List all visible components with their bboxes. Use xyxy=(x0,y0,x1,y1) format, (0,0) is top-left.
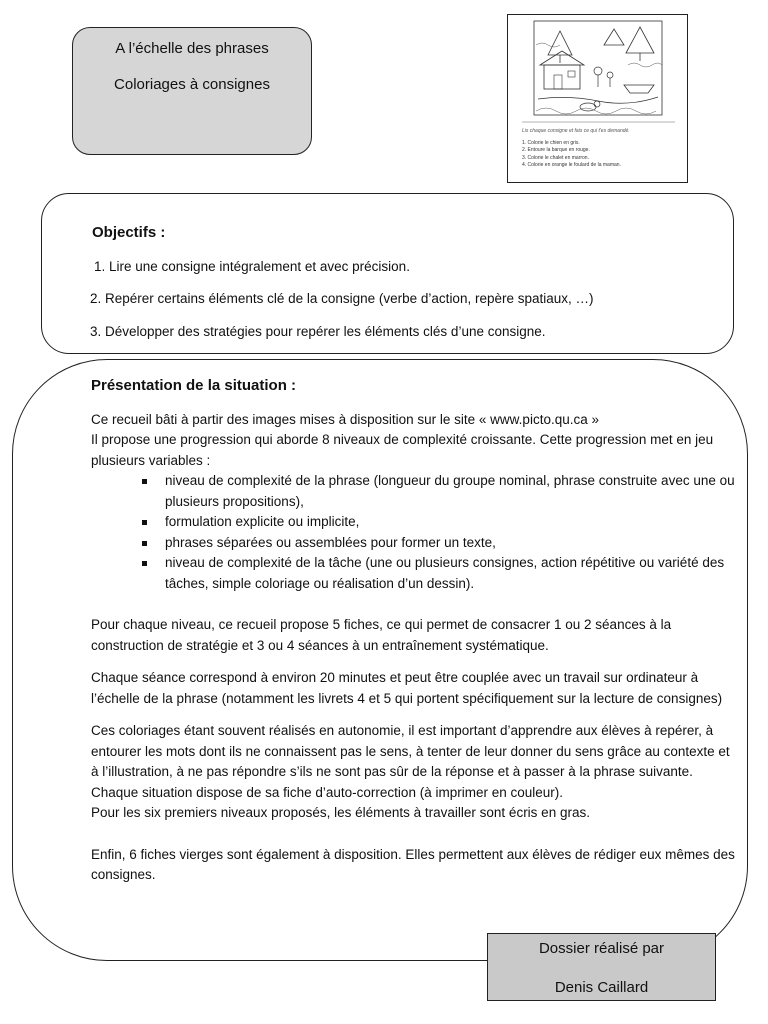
title-line-2: Coloriages à consignes xyxy=(114,76,270,93)
thumbnail-line: 3. Colorie le chalet en marron. xyxy=(522,154,589,161)
paragraph: Chaque séance correspond à environ 20 minutes et peut être couplée avec un travail sur ordinateur à l’échelle de la phrase (notamment les livrets 4 et 5 qui portent spécifiquement sur la lecture de consignes) xyxy=(91,670,723,706)
thumbnail-line: 2. Entoure la barque en rouge. xyxy=(522,147,590,153)
list-item: phrases séparées ou assemblées pour former un texte, xyxy=(165,533,739,554)
objectives-heading: Objectifs : xyxy=(92,224,166,241)
objective-item: 1. Lire une consigne intégralement et avec précision. xyxy=(94,259,410,274)
paragraph: Chaque situation dispose de sa fiche d’auto-correction (à imprimer en couleur). xyxy=(91,784,563,800)
paragraph: Ces coloriages étant souvent réalisés en autonomie, il est important d’apprendre aux élèves à repérer, à entourer les mots dont ils ne connaissent pas le sens, à tenter de leur donner du sens grâce au contexte et à l’illustration, à ne pas répondre s’ils ne sont pas sûr de la réponse et à passer à la phrase suivante. xyxy=(91,723,730,779)
objective-item: 2. Repérer certains éléments clé de la consigne (verbe d’action, repère spatiaux, …) xyxy=(90,291,594,306)
objectives-box xyxy=(41,193,734,354)
title-line-1: A l’échelle des phrases xyxy=(115,40,269,57)
list-item: niveau de complexité de la tâche (une ou plusieurs consignes, action répétitive ou variété des tâches, simple coloriage ou réalisation d’un dessin). xyxy=(165,553,739,594)
coloring-illustration xyxy=(508,15,688,127)
thumbnail-line: 4. Colorie en orange le foulard de la maman. xyxy=(522,162,621,168)
author-line-1: Dossier réalisé par xyxy=(538,940,665,957)
list-item: niveau de complexité de la phrase (longueur du groupe nominal, phrase construite avec une ou plusieurs propositions), xyxy=(165,471,739,512)
thumbnail-line: 1. Colorie le chien en gris. xyxy=(522,139,580,146)
paragraph: Il propose une progression qui aborde 8 niveaux de complexité croissante. Cette progression met en jeu plusieurs variables : xyxy=(91,432,714,468)
thumbnail-caption: Lis chaque consigne et fais ce qui t'es demandé. xyxy=(522,128,630,134)
worksheet-thumbnail xyxy=(507,14,688,183)
author-name: Denis Caillard xyxy=(554,979,649,996)
variables-list xyxy=(91,471,739,594)
objective-item: 3. Développer des stratégies pour repérer les éléments clés d’une consigne. xyxy=(90,324,546,339)
paragraph: Pour chaque niveau, ce recueil propose 5 fiches, ce qui permet de consacrer 1 ou 2 séances à la construction de stratégie et 3 ou 4 séances à un entraînement systématique. xyxy=(91,617,672,653)
paragraph: Ce recueil bâti à partir des images mises à disposition sur le site « www.picto.qu.ca » xyxy=(91,411,599,427)
presentation-heading: Présentation de la situation : xyxy=(91,377,297,394)
thumbnail-text xyxy=(522,128,674,170)
paragraph: Pour les six premiers niveaux proposés, les éléments à travailler sont écris en gras. xyxy=(91,805,590,820)
presentation-content xyxy=(91,376,739,886)
title-box xyxy=(72,27,312,155)
list-item: formulation explicite ou implicite, xyxy=(165,512,739,533)
paragraph: Enfin, 6 fiches vierges sont également à disposition. Elles permettent aux élèves de rédiger eux mêmes des consignes. xyxy=(91,846,735,882)
author-box xyxy=(487,933,716,1001)
